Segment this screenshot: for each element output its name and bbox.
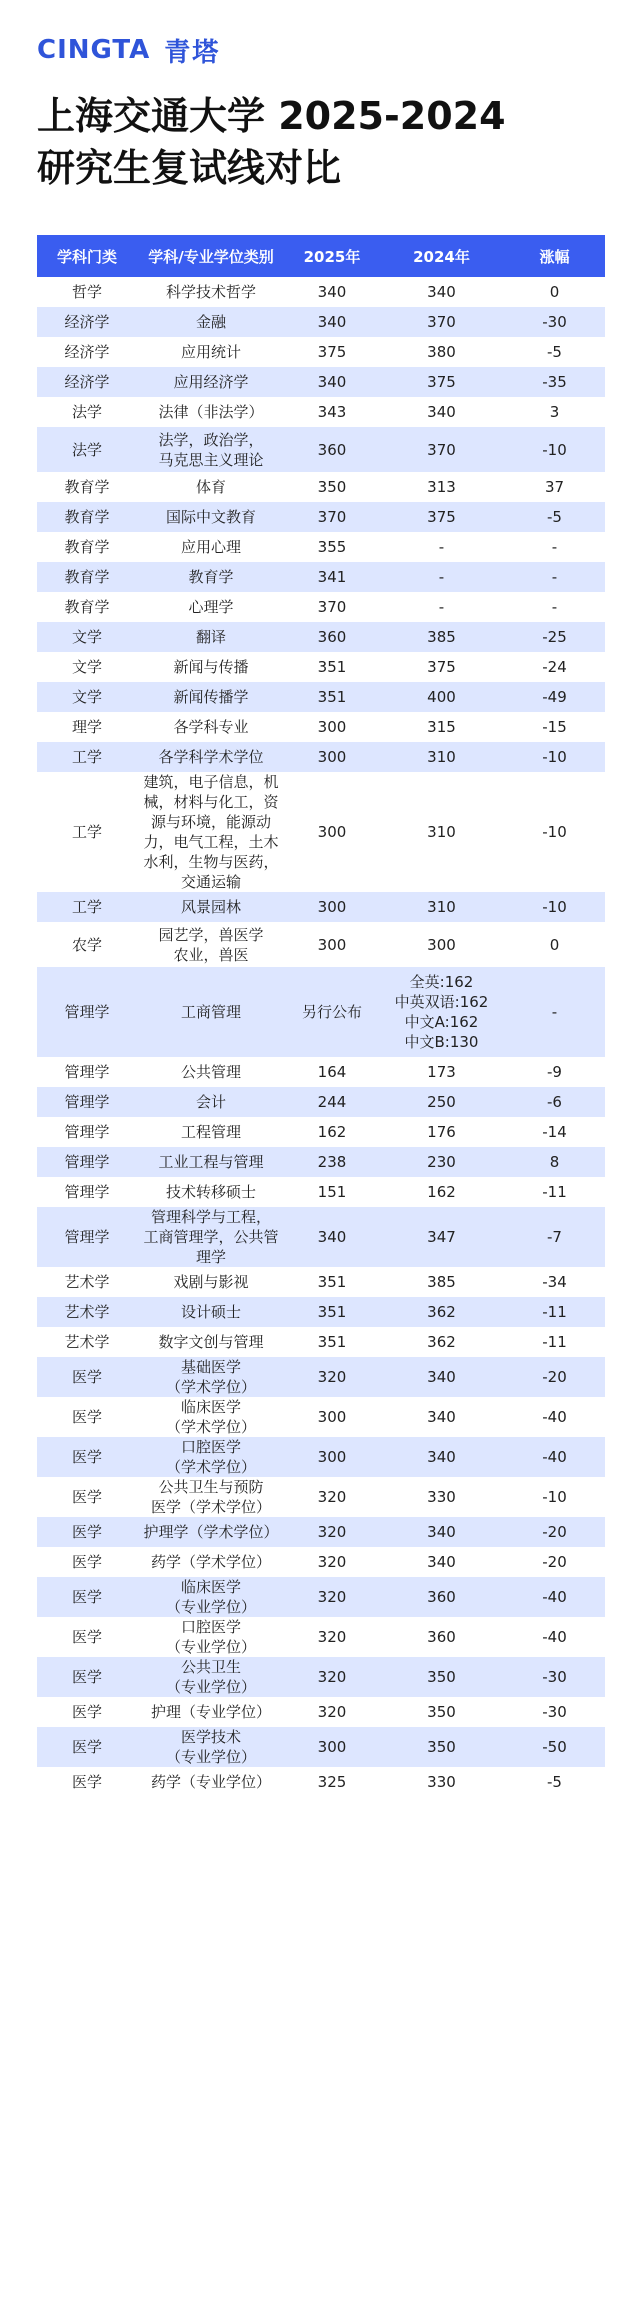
cell-category: 医学: [37, 1517, 137, 1547]
table-row: [37, 1057, 605, 1087]
table-row: [37, 337, 605, 367]
cell-2025: 300: [285, 742, 379, 772]
cell-category: 工学: [37, 772, 137, 892]
cell-2025: 320: [285, 1577, 379, 1617]
page-title-line1: 上海交通大学 2025-2024: [37, 94, 506, 138]
header-major: 学科/专业学位类别: [137, 235, 285, 277]
cell-major: 应用经济学: [137, 367, 285, 397]
cell-category: 医学: [37, 1547, 137, 1577]
table-row: [37, 1177, 605, 1207]
cell-major: 工程管理: [137, 1117, 285, 1147]
cell-2025: 370: [285, 592, 379, 622]
cell-2024: 362: [379, 1297, 504, 1327]
page-title-line2: 研究生复试线对比: [37, 146, 342, 190]
cell-2024: 340: [379, 1547, 504, 1577]
cell-category: 工学: [37, 742, 137, 772]
cell-2025: 320: [285, 1617, 379, 1657]
cell-2025: 300: [285, 772, 379, 892]
cell-change: -30: [504, 307, 605, 337]
table-row: [37, 277, 605, 307]
cell-2025: 300: [285, 712, 379, 742]
cell-2024: 173: [379, 1057, 504, 1087]
cell-category: 法学: [37, 397, 137, 427]
cell-category: 管理学: [37, 1087, 137, 1117]
cell-change: -6: [504, 1087, 605, 1117]
cell-change: 0: [504, 922, 605, 967]
cell-change: -40: [504, 1617, 605, 1657]
cell-category: 文学: [37, 682, 137, 712]
cell-major: 心理学: [137, 592, 285, 622]
cell-change: -15: [504, 712, 605, 742]
cell-2025: 351: [285, 682, 379, 712]
cell-change: -49: [504, 682, 605, 712]
cell-major: 戏剧与影视: [137, 1267, 285, 1297]
table-row: [37, 367, 605, 397]
cell-2024: 313: [379, 472, 504, 502]
cell-category: 医学: [37, 1697, 137, 1727]
cell-2025: 300: [285, 922, 379, 967]
cell-major: 各学科学术学位: [137, 742, 285, 772]
cell-2025: 375: [285, 337, 379, 367]
cell-2024: 375: [379, 367, 504, 397]
header-2024: 2024年: [379, 235, 504, 277]
cell-2024: 350: [379, 1727, 504, 1767]
cell-category: 医学: [37, 1477, 137, 1517]
cell-change: -5: [504, 337, 605, 367]
table-row: [37, 1147, 605, 1177]
table-row: [37, 502, 605, 532]
cell-2024: -: [379, 592, 504, 622]
cell-2024: 340: [379, 1517, 504, 1547]
cell-2025: 320: [285, 1697, 379, 1727]
header-2025: 2025年: [285, 235, 379, 277]
cell-major: 医学技术 （专业学位）: [137, 1727, 285, 1767]
table-row: [37, 1617, 605, 1657]
cell-2025: 320: [285, 1517, 379, 1547]
cell-change: -: [504, 967, 605, 1057]
table-row: [37, 532, 605, 562]
cell-2025: 325: [285, 1767, 379, 1797]
score-comparison-table: [37, 235, 605, 1797]
cell-2024: 176: [379, 1117, 504, 1147]
cell-change: -40: [504, 1577, 605, 1617]
cell-2025: 162: [285, 1117, 379, 1147]
table-row: [37, 922, 605, 967]
cell-category: 法学: [37, 427, 137, 472]
cell-category: 医学: [37, 1617, 137, 1657]
cell-2024: 340: [379, 1357, 504, 1397]
cell-change: -10: [504, 892, 605, 922]
cell-2024: 362: [379, 1327, 504, 1357]
cell-2024: 385: [379, 1267, 504, 1297]
cell-2024: 360: [379, 1577, 504, 1617]
cell-major: 新闻与传播: [137, 652, 285, 682]
table-row: [37, 1727, 605, 1767]
cell-category: 文学: [37, 622, 137, 652]
table-row: [37, 1117, 605, 1147]
brand-name-cn: 青塔: [164, 37, 221, 68]
cell-category: 理学: [37, 712, 137, 742]
cell-category: 艺术学: [37, 1327, 137, 1357]
cell-change: -20: [504, 1547, 605, 1577]
cell-major: 法律（非法学）: [137, 397, 285, 427]
cell-category: 管理学: [37, 1057, 137, 1087]
cell-major: 园艺学，兽医学 农业，兽医: [137, 922, 285, 967]
cell-category: 艺术学: [37, 1267, 137, 1297]
cell-2025: 320: [285, 1357, 379, 1397]
cell-2024: 370: [379, 427, 504, 472]
cell-major: 设计硕士: [137, 1297, 285, 1327]
cell-change: -20: [504, 1357, 605, 1397]
cell-major: 技术转移硕士: [137, 1177, 285, 1207]
cell-2024: 340: [379, 277, 504, 307]
cell-change: -35: [504, 367, 605, 397]
cell-category: 医学: [37, 1437, 137, 1477]
cell-2025: 355: [285, 532, 379, 562]
cell-change: -10: [504, 772, 605, 892]
table-header: [37, 235, 605, 277]
cell-2025: 340: [285, 307, 379, 337]
cell-major: 药学（专业学位）: [137, 1767, 285, 1797]
header-change: 涨幅: [504, 235, 605, 277]
cell-major: 各学科专业: [137, 712, 285, 742]
cell-major: 工业工程与管理: [137, 1147, 285, 1177]
cell-change: -10: [504, 742, 605, 772]
cell-2025: 340: [285, 277, 379, 307]
table-row: [37, 1397, 605, 1437]
cell-change: -20: [504, 1517, 605, 1547]
cell-2024: 375: [379, 652, 504, 682]
cell-2024: 350: [379, 1697, 504, 1727]
cell-major: 护理（专业学位）: [137, 1697, 285, 1727]
cell-major: 临床医学 （专业学位）: [137, 1577, 285, 1617]
table-row: [37, 1697, 605, 1727]
table-row: [37, 427, 605, 472]
cell-change: -7: [504, 1207, 605, 1267]
cell-2025: 300: [285, 892, 379, 922]
cell-category: 医学: [37, 1767, 137, 1797]
table-row: [37, 1327, 605, 1357]
cell-category: 医学: [37, 1397, 137, 1437]
cell-category: 管理学: [37, 1177, 137, 1207]
cell-major: 教育学: [137, 562, 285, 592]
cell-2024: 300: [379, 922, 504, 967]
table-row: [37, 1477, 605, 1517]
table-row: [37, 1657, 605, 1697]
cell-2024: 330: [379, 1767, 504, 1797]
cell-2025: 340: [285, 367, 379, 397]
cell-major: 药学（学术学位）: [137, 1547, 285, 1577]
cell-category: 医学: [37, 1357, 137, 1397]
cell-change: -: [504, 532, 605, 562]
cell-2025: 320: [285, 1477, 379, 1517]
table-row: [37, 1297, 605, 1327]
cell-major: 公共管理: [137, 1057, 285, 1087]
cell-category: 经济学: [37, 307, 137, 337]
cell-2025: 341: [285, 562, 379, 592]
cell-change: -30: [504, 1657, 605, 1697]
cell-2025: 300: [285, 1727, 379, 1767]
table-row: [37, 562, 605, 592]
table-row: [37, 397, 605, 427]
cell-category: 艺术学: [37, 1297, 137, 1327]
cell-2025: 另行公布: [285, 967, 379, 1057]
cell-category: 管理学: [37, 1147, 137, 1177]
cell-2025: 350: [285, 472, 379, 502]
table-row: [37, 622, 605, 652]
cell-2024: 340: [379, 1437, 504, 1477]
cell-change: -10: [504, 1477, 605, 1517]
cell-change: -5: [504, 502, 605, 532]
table-row: [37, 1767, 605, 1797]
table-row: [37, 592, 605, 622]
cell-2025: 244: [285, 1087, 379, 1117]
cell-2024: 347: [379, 1207, 504, 1267]
cell-change: -40: [504, 1437, 605, 1477]
cell-2024: 380: [379, 337, 504, 367]
cell-category: 文学: [37, 652, 137, 682]
cell-change: -40: [504, 1397, 605, 1437]
cell-major: 应用心理: [137, 532, 285, 562]
cell-2024: 340: [379, 397, 504, 427]
cell-2024: 全英:162 中英双语:162 中文A:162 中文B:130: [379, 967, 504, 1057]
cell-2024: 375: [379, 502, 504, 532]
cell-category: 教育学: [37, 502, 137, 532]
table-row: [37, 652, 605, 682]
table-row: [37, 1577, 605, 1617]
cell-major: 护理学（学术学位）: [137, 1517, 285, 1547]
cell-2025: 151: [285, 1177, 379, 1207]
table-row: [37, 307, 605, 337]
cell-major: 建筑，电子信息，机 械，材料与化工，资 源与环境，能源动 力，电气工程，土木 水利，生物与医药， 交通运输: [137, 772, 285, 892]
cell-category: 医学: [37, 1577, 137, 1617]
cell-category: 经济学: [37, 337, 137, 367]
cell-2025: 351: [285, 1327, 379, 1357]
cell-category: 工学: [37, 892, 137, 922]
cell-category: 医学: [37, 1657, 137, 1697]
cell-major: 法学，政治学， 马克思主义理论: [137, 427, 285, 472]
table-row: [37, 742, 605, 772]
cell-major: 临床医学 （学术学位）: [137, 1397, 285, 1437]
cell-major: 体育: [137, 472, 285, 502]
brand-logo: [37, 30, 220, 70]
cell-2025: 300: [285, 1437, 379, 1477]
cell-major: 公共卫生与预防 医学（学术学位）: [137, 1477, 285, 1517]
cell-major: 管理科学与工程， 工商管理学，公共管 理学: [137, 1207, 285, 1267]
cell-2024: 330: [379, 1477, 504, 1517]
cell-2024: 250: [379, 1087, 504, 1117]
cell-2025: 370: [285, 502, 379, 532]
cell-category: 经济学: [37, 367, 137, 397]
cell-major: 口腔医学 （专业学位）: [137, 1617, 285, 1657]
page-title: [37, 90, 617, 194]
table-row: [37, 472, 605, 502]
cell-2025: 351: [285, 1267, 379, 1297]
cell-major: 口腔医学 （学术学位）: [137, 1437, 285, 1477]
cell-2025: 320: [285, 1657, 379, 1697]
cell-change: -34: [504, 1267, 605, 1297]
cell-change: -50: [504, 1727, 605, 1767]
table-header-row: [37, 235, 605, 277]
table-row: [37, 1357, 605, 1397]
cell-change: 3: [504, 397, 605, 427]
cell-2025: 300: [285, 1397, 379, 1437]
cell-category: 管理学: [37, 1207, 137, 1267]
cell-2024: 162: [379, 1177, 504, 1207]
cell-2024: 340: [379, 1397, 504, 1437]
cell-category: 管理学: [37, 1117, 137, 1147]
cell-change: -5: [504, 1767, 605, 1797]
cell-major: 风景园林: [137, 892, 285, 922]
cell-major: 工商管理: [137, 967, 285, 1057]
cell-change: -25: [504, 622, 605, 652]
cell-major: 新闻传播学: [137, 682, 285, 712]
cell-2025: 320: [285, 1547, 379, 1577]
cell-category: 教育学: [37, 472, 137, 502]
cell-2025: 351: [285, 652, 379, 682]
cell-change: -10: [504, 427, 605, 472]
cell-change: -11: [504, 1297, 605, 1327]
table-row: [37, 682, 605, 712]
table-row: [37, 1207, 605, 1267]
cell-2024: 385: [379, 622, 504, 652]
table-row: [37, 712, 605, 742]
cell-category: 教育学: [37, 562, 137, 592]
cell-major: 科学技术哲学: [137, 277, 285, 307]
cell-category: 教育学: [37, 592, 137, 622]
cell-change: -11: [504, 1177, 605, 1207]
cell-change: -9: [504, 1057, 605, 1087]
cell-change: -11: [504, 1327, 605, 1357]
cell-2024: 315: [379, 712, 504, 742]
cell-major: 公共卫生 （专业学位）: [137, 1657, 285, 1697]
cell-change: -14: [504, 1117, 605, 1147]
cell-category: 医学: [37, 1727, 137, 1767]
header-category: 学科门类: [37, 235, 137, 277]
cell-2024: 310: [379, 772, 504, 892]
cell-2024: 310: [379, 892, 504, 922]
cell-major: 应用统计: [137, 337, 285, 367]
table-row: [37, 1087, 605, 1117]
cell-2024: 350: [379, 1657, 504, 1697]
cell-2024: 360: [379, 1617, 504, 1657]
table-body: [37, 277, 605, 1797]
cell-major: 国际中文教育: [137, 502, 285, 532]
table-row: [37, 892, 605, 922]
cell-2024: 310: [379, 742, 504, 772]
cell-2024: 400: [379, 682, 504, 712]
table-row: [37, 772, 605, 892]
cell-category: 管理学: [37, 967, 137, 1057]
cell-change: 37: [504, 472, 605, 502]
cell-change: -24: [504, 652, 605, 682]
cell-category: 哲学: [37, 277, 137, 307]
cell-2024: -: [379, 532, 504, 562]
cell-2024: 230: [379, 1147, 504, 1177]
cell-2025: 340: [285, 1207, 379, 1267]
cell-major: 基础医学 （学术学位）: [137, 1357, 285, 1397]
table-row: [37, 1517, 605, 1547]
cell-change: 0: [504, 277, 605, 307]
cell-2025: 343: [285, 397, 379, 427]
cell-change: -: [504, 592, 605, 622]
cell-2024: -: [379, 562, 504, 592]
table-row: [37, 1437, 605, 1477]
cell-major: 金融: [137, 307, 285, 337]
brand-name-en: CINGTA: [37, 35, 151, 65]
cell-category: 农学: [37, 922, 137, 967]
cell-2025: 238: [285, 1147, 379, 1177]
table-row: [37, 1267, 605, 1297]
cell-change: -: [504, 562, 605, 592]
cell-change: -30: [504, 1697, 605, 1727]
cell-major: 翻译: [137, 622, 285, 652]
cell-2024: 370: [379, 307, 504, 337]
table-row: [37, 967, 605, 1057]
cell-2025: 164: [285, 1057, 379, 1087]
cell-2025: 360: [285, 427, 379, 472]
table-row: [37, 1547, 605, 1577]
score-table-container: [37, 235, 605, 1797]
cell-major: 数字文创与管理: [137, 1327, 285, 1357]
cell-change: 8: [504, 1147, 605, 1177]
cell-major: 会计: [137, 1087, 285, 1117]
cell-2025: 360: [285, 622, 379, 652]
cell-2025: 351: [285, 1297, 379, 1327]
cell-category: 教育学: [37, 532, 137, 562]
